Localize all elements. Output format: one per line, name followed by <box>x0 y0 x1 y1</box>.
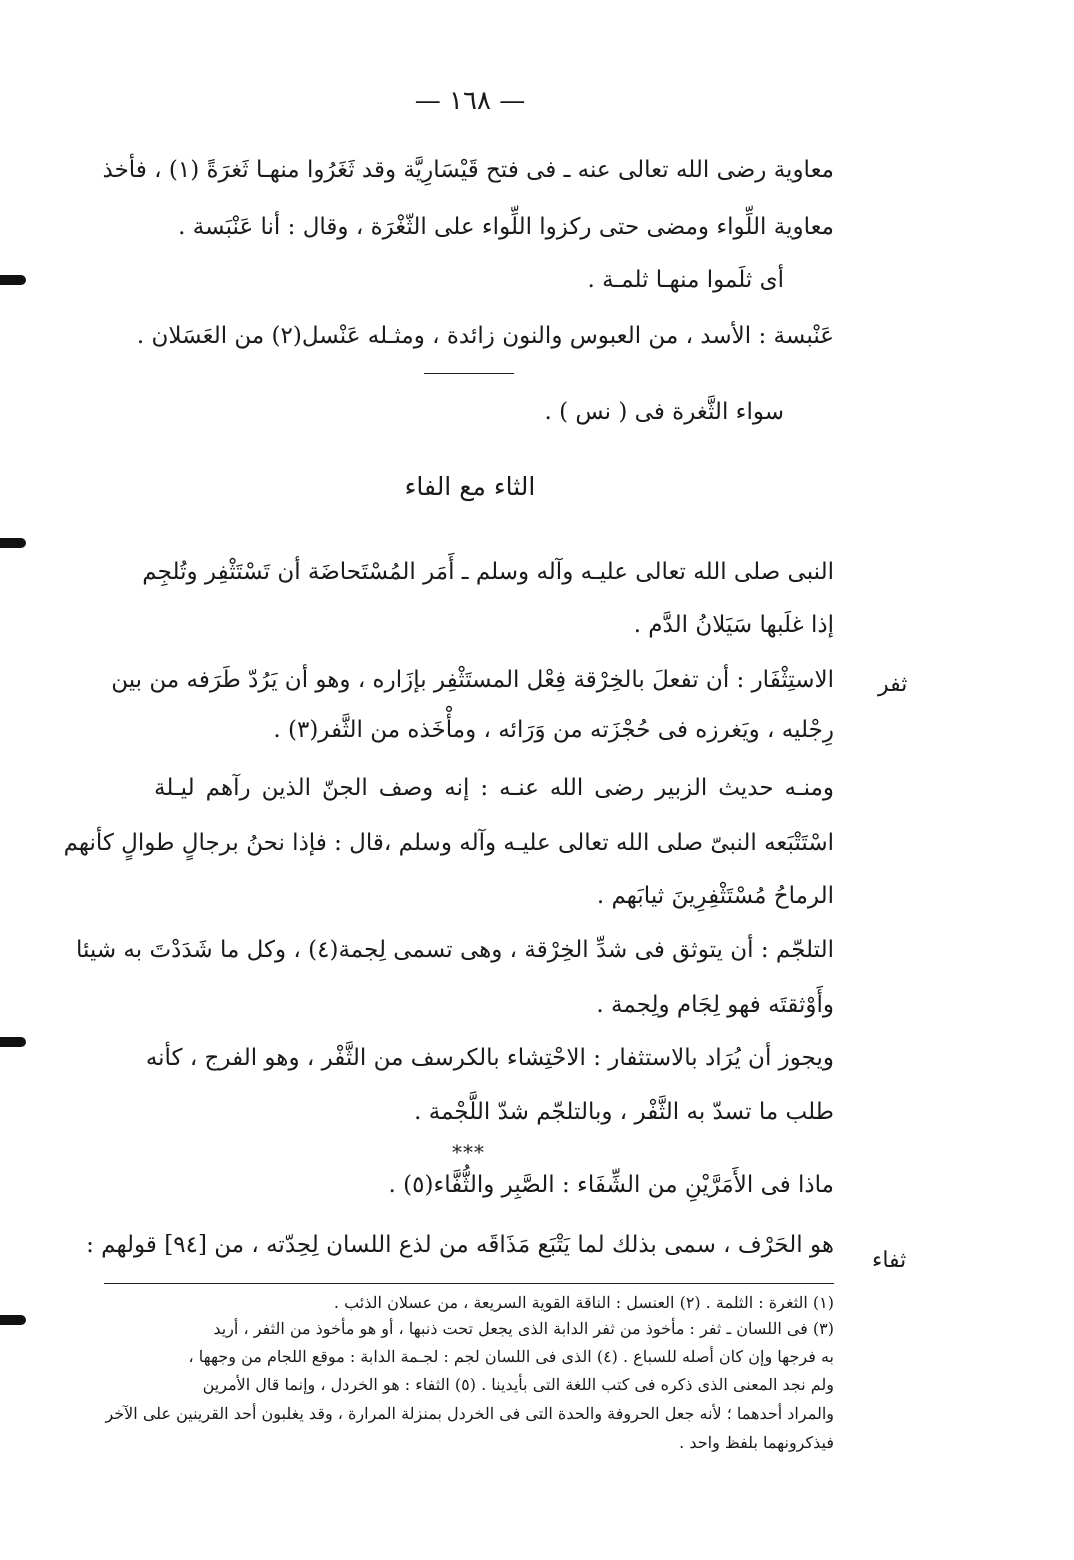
text-line: أى ثلَموا منهـا ثلمـة . <box>587 267 784 293</box>
margin-heading-thafr: ثفر <box>878 672 908 697</box>
text-line: معاوية رضى الله تعالى عنه ـ فى فتح قَيْسَارِيَّة وقد ثَغَرُوا منهـا ثَغرَةً (١) ، فأخذ <box>102 157 834 183</box>
text-line: التلجّم : أن يتوثق فى شدِّ الخِرْقة ، وهى تسمى لِجمة(٤) ، وكل ما شَدَدْتَ به شيئا <box>75 937 834 963</box>
margin-heading-thufaa: ثفاء <box>872 1248 907 1273</box>
text-line: الاستِثْفَار : أن تفعلَ بالخِرْقة فِعْل المستَثْفِر بإزَاره ، وهو أن يَرُدّ طَرَفه من بين <box>111 667 834 693</box>
section-separator <box>424 373 514 374</box>
section-title: الثاء مع الفاء <box>404 472 536 501</box>
text-line: وأَوْثقتَه فهو لِجَام ولِجمة . <box>596 992 834 1018</box>
footnote-separator <box>104 1283 834 1284</box>
footnote-line: (٣) فى اللسان ـ ثفر : مأخوذ من ثفر الدابة الذى يجعل تحت ذنبها ، أو هو مأخوذ من الثفر ، أريد <box>213 1319 834 1338</box>
text-line: معاوية اللِّواء ومضى حتى ركزوا اللِّواء على الثّغْرَة ، وقال : أنا عَنْبَسة . <box>178 214 834 240</box>
ornament-stars: *** <box>452 1140 485 1164</box>
text-line: رِجْليه ، ويَغرزه فى حُجْزَته من وَرَائه ، ومأْخَذه من الثَّفر(٣) . <box>273 717 834 743</box>
text-line: ومنـه حديث الزبير رضى الله عنـه : إنه وصف الجنّ الذين رآهم ليـلة <box>154 775 834 801</box>
footnote-line: (١) الثغرة : الثلمة . (٢) العنسل : الناقة القوية السريعة ، من عسلان الذئب . <box>333 1293 834 1312</box>
text-line: ويجوز أن يُرَاد بالاستثفار : الاحْتِشاء بالكرسف من الثَّفْر ، وهو الفرج ، كأنه <box>145 1045 834 1071</box>
scan-edge-mark <box>0 275 26 285</box>
text-line: إذا غلَبها سَيَلانُ الدَّم . <box>633 612 834 638</box>
footnote-line: فيذكرونهما بلفظ واحد . <box>679 1433 834 1452</box>
footnote-line: ولم نجد المعنى الذى ذكره فى كتب اللغة التى بأيدينا . (٥) الثفاء : هو الخردل ، وإنما قال الأمرين <box>202 1375 834 1394</box>
scan-edge-mark <box>0 1315 26 1325</box>
text-line: النبى صلى الله تعالى عليـه وآله وسلم ـ أَمَر المُسْتَحاضَة أن تَسْتَثْفِر وتُلجِم <box>142 559 834 585</box>
scan-edge-mark <box>0 538 26 548</box>
footnote-line: به فرجها وإن كان أصله للسباع . (٤) الذى فى اللسان لجم : لجـمة الدابة : موقع اللجام من وجهها ، <box>188 1347 834 1366</box>
text-line: ماذا فى الأَمَرَّيْنِ من الشِّفَاء : الصَّبِر والثُّفَّاء(٥) . <box>388 1172 834 1198</box>
text-line: هو الحَرْف ، سمى بذلك لما يَتْبَع مَذَاقَه من لذع اللسان لِحِدّته ، من [٩٤] قولهم : <box>86 1232 834 1258</box>
footnote-line: والمراد أحدهما ؛ لأنه جعل الحروفة والحدة التى فى الخردل بمنزلة المرارة ، وقد يغلبون أحد القرينين على الآخر <box>105 1404 834 1423</box>
text-line: سواء الثَّغرة فى ( نس ) . <box>544 399 784 425</box>
page-number: — ١٦٨ — <box>414 86 526 116</box>
text-line: طلب ما تسدّ به الثَّفْر ، وبالتلجّم شدّ اللَّجْمة . <box>414 1099 834 1125</box>
scan-edge-mark <box>0 1037 26 1047</box>
text-line: عَنْبسة : الأسد ، من العبوس والنون زائدة ، ومثـله عَنْسل(٢) من العَسَلان . <box>136 323 834 349</box>
text-line: اسْتَتْبَعه النبىّ صلى الله تعالى عليـه وآله وسلم ،قال : فإذا نحنُ برجالٍ طوالٍ كأنهم <box>63 830 834 856</box>
text-line: الرماحُ مُسْتَثْفِرِينَ ثيابَهم . <box>596 883 834 909</box>
